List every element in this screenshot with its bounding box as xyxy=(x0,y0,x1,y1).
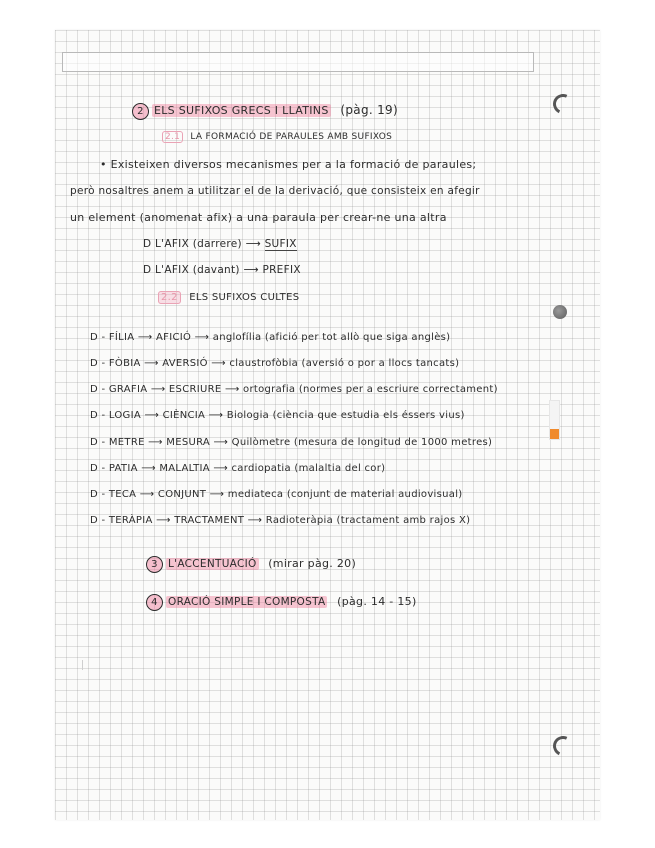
affix-line xyxy=(143,238,297,250)
orange-tab-mark xyxy=(550,429,559,439)
suffix-item: D - FÍLIA ⟶ AFICIÓ ⟶ anglofília (afició per tot allò que siga anglès) xyxy=(90,332,451,343)
section-number: 2 xyxy=(132,103,149,120)
affix-text: D L'AFIX (davant) ⟶ xyxy=(143,264,259,276)
section-number: 4 xyxy=(146,594,163,611)
subsection-2-2-heading xyxy=(158,292,299,303)
subsection-2-1-heading xyxy=(162,132,392,142)
subsection-title: ELS SUFIXOS CULTES xyxy=(189,292,300,303)
paragraph-line: un element (anomenat afix) a una paraula per crear-ne una altra xyxy=(70,211,447,224)
suffix-item: D - GRAFIA ⟶ ESCRIURE ⟶ ortografia (normes per a escriure correctament) xyxy=(90,384,498,395)
page-header-box xyxy=(62,52,534,72)
affix-text: D L'AFIX (darrere) ⟶ xyxy=(143,238,261,250)
section-number: 3 xyxy=(146,556,163,573)
suffix-item: D - TECA ⟶ CONJUNT ⟶ mediateca (conjunt de material audiovisual) xyxy=(90,489,463,500)
section-4-heading xyxy=(146,594,417,611)
suffix-item: D - PATIA ⟶ MALALTIA ⟶ cardiopatia (malaltia del cor) xyxy=(90,463,386,474)
section-title: L'ACCENTUACIÓ xyxy=(168,558,257,570)
section-2-heading xyxy=(132,103,398,120)
suffix-item: D - METRE ⟶ MESURA ⟶ Quilòmetre (mesura de longitud de 1000 metres) xyxy=(90,437,493,448)
suffix-item: D - LOGIA ⟶ CIÈNCIA ⟶ Biologia (ciència que estudia els éssers vius) xyxy=(90,410,465,421)
subsection-title: LA FORMACIÓ DE PARAULES AMB SUFIXOS xyxy=(190,132,393,142)
stray-mark xyxy=(82,660,83,670)
subsection-number: 2.1 xyxy=(162,131,183,143)
section-note: (mirar pàg. 20) xyxy=(268,557,357,570)
suffix-item: D - FÒBIA ⟶ AVERSIÓ ⟶ claustrofòbia (aversió o por a llocs tancats) xyxy=(90,358,460,369)
section-title: ORACIÓ SIMPLE I COMPOSTA xyxy=(168,596,326,608)
notebook-page xyxy=(55,30,600,820)
page-reference: (pàg. 19) xyxy=(340,103,398,117)
affix-line xyxy=(143,264,301,276)
page-reference: (pàg. 14 - 15) xyxy=(337,595,417,608)
paragraph-line: • Existeixen diversos mecanismes per a la formació de paraules; xyxy=(100,158,477,171)
suffix-item: D - TERÀPIA ⟶ TRACTAMENT ⟶ Radioteràpia (tractament amb rajos X) xyxy=(90,515,471,526)
binder-hole-icon xyxy=(553,305,567,319)
affix-result: SUFIX xyxy=(264,238,297,250)
section-3-heading xyxy=(146,556,356,573)
affix-result: PREFIX xyxy=(262,264,301,276)
page-edge-tab xyxy=(549,400,560,440)
paragraph-line: però nosaltres anem a utilitzar el de la derivació, que consisteix en afegir xyxy=(70,185,480,197)
section-title: ELS SUFIXOS GRECS I LLATINS xyxy=(154,104,329,117)
subsection-number: 2.2 xyxy=(158,291,181,304)
